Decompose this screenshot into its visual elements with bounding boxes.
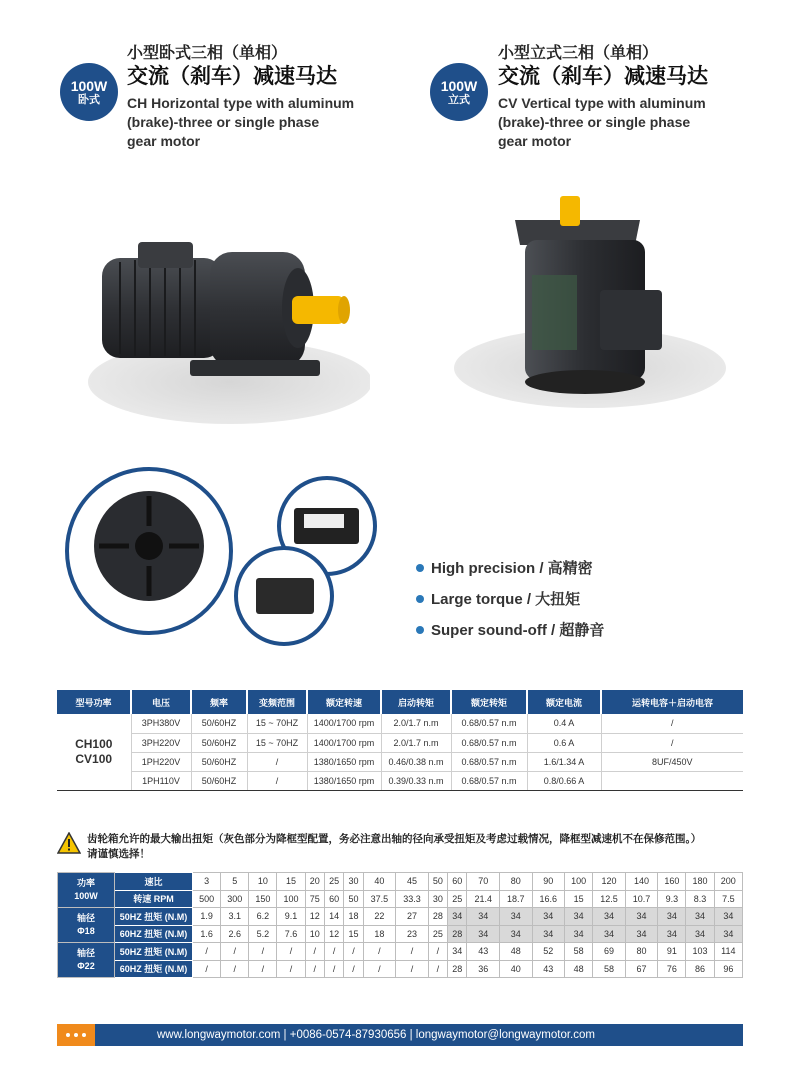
torque-cell: 28 bbox=[448, 925, 467, 943]
warning-text: 请谨慎选择！ bbox=[87, 848, 150, 860]
table-row bbox=[57, 714, 743, 733]
cell: 2.0/1.7 n.m bbox=[381, 733, 451, 752]
table-row bbox=[58, 943, 743, 961]
cell: 1380/1650 rpm bbox=[307, 752, 381, 771]
torque-cell: 58 bbox=[593, 960, 626, 978]
bullet-icon bbox=[416, 564, 424, 572]
torque-cell: / bbox=[305, 960, 324, 978]
left-title-en: CH Horizontal type with aluminum (brake)-three or single phase gear motor bbox=[127, 95, 355, 149]
cell: 0.68/0.57 n.m bbox=[451, 714, 527, 733]
torque-cell: 9.3 bbox=[658, 890, 686, 908]
right-title-cn-small: 小型立式三相（单相） bbox=[498, 45, 659, 62]
table-row bbox=[57, 752, 743, 771]
torque-cell: / bbox=[305, 943, 324, 961]
torque-cell: / bbox=[249, 960, 277, 978]
torque-cell: 96 bbox=[714, 960, 742, 978]
torque-cell: 22 bbox=[363, 908, 396, 926]
torque-cell: / bbox=[324, 943, 343, 961]
shaft-18-label: 轴径 Φ18 bbox=[58, 908, 115, 943]
torque-cell: 80 bbox=[625, 943, 658, 961]
torque-cell: 2.6 bbox=[221, 925, 249, 943]
torque-table bbox=[57, 872, 743, 978]
torque-cell: 34 bbox=[565, 908, 593, 926]
table-row bbox=[58, 890, 743, 908]
torque-cell: 1.6 bbox=[193, 925, 221, 943]
torque-cell: 34 bbox=[467, 908, 500, 926]
torque-cell: 76 bbox=[658, 960, 686, 978]
torque-cell: 7.5 bbox=[714, 890, 742, 908]
torque-cell: 100 bbox=[277, 890, 305, 908]
torque-cell: 50 bbox=[428, 873, 447, 891]
spec-header-frequency: 频率 bbox=[191, 690, 247, 714]
torque-cell: 28 bbox=[448, 960, 467, 978]
torque-cell: 34 bbox=[593, 925, 626, 943]
cell: / bbox=[601, 714, 743, 733]
torque-cell: 90 bbox=[532, 873, 565, 891]
torque-cell: 15 bbox=[344, 925, 363, 943]
cell: / bbox=[601, 733, 743, 752]
torque-cell: 58 bbox=[565, 943, 593, 961]
torque-cell: 7.6 bbox=[277, 925, 305, 943]
row-label: 50HZ 扭矩 (N.M) bbox=[115, 908, 193, 926]
spec-header-rated-torque: 额定转矩 bbox=[451, 690, 527, 714]
row-label: 转速 RPM bbox=[115, 890, 193, 908]
badge-type-text: 卧式 bbox=[78, 93, 100, 106]
torque-cell: 43 bbox=[467, 943, 500, 961]
torque-cell: 12.5 bbox=[593, 890, 626, 908]
table-row bbox=[58, 925, 743, 943]
warning-icon bbox=[57, 832, 81, 854]
left-title-block bbox=[127, 44, 354, 151]
cell: 1380/1650 rpm bbox=[307, 771, 381, 790]
torque-cell: 34 bbox=[448, 908, 467, 926]
torque-warning bbox=[57, 832, 747, 862]
feature-item bbox=[416, 614, 604, 645]
torque-cell: 3 bbox=[193, 873, 221, 891]
torque-cell: 34 bbox=[499, 925, 532, 943]
torque-cell: 34 bbox=[625, 925, 658, 943]
torque-cell: 80 bbox=[499, 873, 532, 891]
footer-bar bbox=[57, 1024, 743, 1046]
feature-item bbox=[416, 552, 604, 583]
torque-cell: 103 bbox=[686, 943, 714, 961]
row-label: 60HZ 扭矩 (N.M) bbox=[115, 925, 193, 943]
torque-cell: 6.2 bbox=[249, 908, 277, 926]
torque-cell: / bbox=[324, 960, 343, 978]
left-title-cn-small: 小型卧式三相（单相） bbox=[127, 45, 288, 62]
torque-cell: 500 bbox=[193, 890, 221, 908]
torque-cell: 40 bbox=[499, 960, 532, 978]
cell: 2.0/1.7 n.m bbox=[381, 714, 451, 733]
torque-cell: 60 bbox=[324, 890, 343, 908]
torque-cell: 21.4 bbox=[467, 890, 500, 908]
horizontal-gear-motor-image bbox=[80, 230, 370, 430]
feature-label: Super sound-off / 超静音 bbox=[431, 622, 605, 639]
cell: 3PH220V bbox=[131, 733, 191, 752]
torque-cell: 18 bbox=[363, 925, 396, 943]
cell: 0.8/0.66 A bbox=[527, 771, 601, 790]
cell: 50/60HZ bbox=[191, 714, 247, 733]
feature-label: High precision / 高精密 bbox=[431, 560, 593, 577]
row-label: 60HZ 扭矩 (N.M) bbox=[115, 960, 193, 978]
dots-icon bbox=[57, 1024, 95, 1046]
torque-cell: 150 bbox=[249, 890, 277, 908]
torque-cell: 100 bbox=[565, 873, 593, 891]
torque-cell: 34 bbox=[565, 925, 593, 943]
torque-cell: 23 bbox=[396, 925, 429, 943]
torque-cell: 43 bbox=[532, 960, 565, 978]
cell: 8UF/450V bbox=[601, 752, 743, 771]
torque-cell: 34 bbox=[448, 943, 467, 961]
torque-cell: 25 bbox=[448, 890, 467, 908]
torque-cell: / bbox=[221, 960, 249, 978]
torque-cell: / bbox=[193, 943, 221, 961]
torque-cell: 5 bbox=[221, 873, 249, 891]
cell: 15 ~ 70HZ bbox=[247, 733, 307, 752]
torque-cell: / bbox=[277, 960, 305, 978]
torque-cell: / bbox=[428, 943, 447, 961]
torque-cell: 50 bbox=[344, 890, 363, 908]
table-row bbox=[58, 873, 743, 891]
torque-cell: 200 bbox=[714, 873, 742, 891]
cell: 1400/1700 rpm bbox=[307, 714, 381, 733]
cell: 1PH220V bbox=[131, 752, 191, 771]
spec-header-starting-torque: 启动转矩 bbox=[381, 690, 451, 714]
cell bbox=[601, 771, 743, 790]
torque-cell: 10 bbox=[249, 873, 277, 891]
cell: 3PH380V bbox=[131, 714, 191, 733]
torque-cell: / bbox=[344, 960, 363, 978]
torque-cell: 34 bbox=[532, 925, 565, 943]
torque-cell: 34 bbox=[658, 925, 686, 943]
torque-cell: 15 bbox=[565, 890, 593, 908]
torque-cell: 34 bbox=[532, 908, 565, 926]
torque-cell: / bbox=[396, 960, 429, 978]
badge-type-text: 立式 bbox=[448, 93, 470, 106]
torque-cell: 3.1 bbox=[221, 908, 249, 926]
spec-header-model: 型号功率 bbox=[57, 690, 131, 714]
torque-cell: / bbox=[344, 943, 363, 961]
cell: 1PH110V bbox=[131, 771, 191, 790]
torque-cell: 30 bbox=[428, 890, 447, 908]
cell: 0.68/0.57 n.m bbox=[451, 752, 527, 771]
torque-cell: 27 bbox=[396, 908, 429, 926]
cell: / bbox=[247, 752, 307, 771]
torque-cell: 91 bbox=[658, 943, 686, 961]
torque-cell: 10.7 bbox=[625, 890, 658, 908]
torque-cell: 140 bbox=[625, 873, 658, 891]
torque-cell: 37.5 bbox=[363, 890, 396, 908]
torque-cell: 114 bbox=[714, 943, 742, 961]
torque-cell: 28 bbox=[428, 908, 447, 926]
torque-cell: 34 bbox=[714, 925, 742, 943]
power-label: 功率 100W bbox=[58, 873, 115, 908]
cell: 0.68/0.57 n.m bbox=[451, 771, 527, 790]
torque-cell: 180 bbox=[686, 873, 714, 891]
torque-cell: 20 bbox=[305, 873, 324, 891]
torque-cell: 12 bbox=[324, 925, 343, 943]
torque-cell: 10 bbox=[305, 925, 324, 943]
torque-cell: 70 bbox=[467, 873, 500, 891]
cell: 50/60HZ bbox=[191, 752, 247, 771]
torque-cell: 34 bbox=[625, 908, 658, 926]
model-name: CV100 bbox=[75, 751, 113, 766]
torque-cell: / bbox=[363, 960, 396, 978]
torque-cell: / bbox=[363, 943, 396, 961]
cell: / bbox=[247, 771, 307, 790]
feature-item bbox=[416, 583, 604, 614]
right-title-cn-main: 交流（刹车）减速马达 bbox=[498, 65, 708, 88]
model-name: CH100 bbox=[75, 736, 113, 751]
spec-table bbox=[57, 690, 743, 791]
warning-text: 齿轮箱允许的最大输出扭矩（灰色部分为降框型配置，务必注意出轴的径向承受扭矩及考虑过载情况，降框型减速机不在保修范围。） bbox=[87, 833, 702, 845]
cell: 0.6 A bbox=[527, 733, 601, 752]
cell: 0.46/0.38 n.m bbox=[381, 752, 451, 771]
torque-cell: / bbox=[193, 960, 221, 978]
torque-cell: 69 bbox=[593, 943, 626, 961]
cell: 0.68/0.57 n.m bbox=[451, 733, 527, 752]
torque-cell: 8.3 bbox=[686, 890, 714, 908]
torque-cell: 34 bbox=[686, 925, 714, 943]
bullet-icon bbox=[416, 595, 424, 603]
model-cell bbox=[57, 714, 131, 790]
torque-cell: 34 bbox=[658, 908, 686, 926]
brake-accessory-image bbox=[64, 466, 394, 656]
torque-cell: 40 bbox=[363, 873, 396, 891]
torque-cell: 34 bbox=[467, 925, 500, 943]
right-title-en: CV Vertical type with aluminum (brake)-three or single phase gear motor bbox=[498, 95, 706, 149]
torque-cell: 34 bbox=[686, 908, 714, 926]
torque-cell: 160 bbox=[658, 873, 686, 891]
torque-cell: 48 bbox=[565, 960, 593, 978]
spec-header-capacitor: 运转电容＋启动电容 bbox=[601, 690, 743, 714]
torque-cell: 25 bbox=[324, 873, 343, 891]
left-title-cn-main: 交流（刹车）减速马达 bbox=[127, 65, 337, 88]
torque-cell: 18 bbox=[344, 908, 363, 926]
torque-cell: 30 bbox=[344, 873, 363, 891]
cell: 0.4 A bbox=[527, 714, 601, 733]
torque-cell: 52 bbox=[532, 943, 565, 961]
bullet-icon bbox=[416, 626, 424, 634]
table-row bbox=[58, 908, 743, 926]
badge-power-text: 100W bbox=[70, 77, 108, 94]
cell: 50/60HZ bbox=[191, 771, 247, 790]
table-row bbox=[57, 733, 743, 752]
row-label: 50HZ 扭矩 (N.M) bbox=[115, 943, 193, 961]
table-row bbox=[57, 771, 743, 790]
torque-cell: 48 bbox=[499, 943, 532, 961]
torque-cell: / bbox=[428, 960, 447, 978]
torque-cell: 75 bbox=[305, 890, 324, 908]
torque-cell: / bbox=[249, 943, 277, 961]
torque-cell: 1.9 bbox=[193, 908, 221, 926]
torque-cell: / bbox=[221, 943, 249, 961]
torque-cell: 120 bbox=[593, 873, 626, 891]
feature-label: Large torque / 大扭矩 bbox=[431, 591, 581, 608]
spec-header-rated-current: 额定电流 bbox=[527, 690, 601, 714]
torque-cell: 5.2 bbox=[249, 925, 277, 943]
spec-header-rated-speed: 额定转速 bbox=[307, 690, 381, 714]
power-badge-left bbox=[60, 63, 118, 121]
right-title-block bbox=[498, 44, 708, 151]
torque-cell: 34 bbox=[593, 908, 626, 926]
power-badge-right bbox=[430, 63, 488, 121]
torque-cell: / bbox=[396, 943, 429, 961]
torque-cell: 67 bbox=[625, 960, 658, 978]
torque-cell: / bbox=[277, 943, 305, 961]
torque-cell: 18.7 bbox=[499, 890, 532, 908]
spec-header-inverter-range: 变频范围 bbox=[247, 690, 307, 714]
torque-cell: 45 bbox=[396, 873, 429, 891]
feature-list bbox=[416, 552, 604, 645]
torque-cell: 300 bbox=[221, 890, 249, 908]
torque-cell: 33.3 bbox=[396, 890, 429, 908]
cell: 1400/1700 rpm bbox=[307, 733, 381, 752]
torque-cell: 14 bbox=[324, 908, 343, 926]
row-label: 速比 bbox=[115, 873, 193, 891]
table-row bbox=[58, 960, 743, 978]
badge-power-text: 100W bbox=[440, 77, 478, 94]
torque-cell: 34 bbox=[499, 908, 532, 926]
torque-cell: 25 bbox=[428, 925, 447, 943]
vertical-gear-motor-image bbox=[450, 190, 730, 420]
spec-header-voltage: 电压 bbox=[131, 690, 191, 714]
torque-cell: 16.6 bbox=[532, 890, 565, 908]
shaft-22-label: 轴径 Φ22 bbox=[58, 943, 115, 978]
torque-cell: 15 bbox=[277, 873, 305, 891]
torque-cell: 9.1 bbox=[277, 908, 305, 926]
cell: 0.39/0.33 n.m bbox=[381, 771, 451, 790]
torque-cell: 60 bbox=[448, 873, 467, 891]
torque-cell: 36 bbox=[467, 960, 500, 978]
spec-header-row bbox=[57, 690, 743, 714]
cell: 1.6/1.34 A bbox=[527, 752, 601, 771]
torque-cell: 12 bbox=[305, 908, 324, 926]
cell: 15 ~ 70HZ bbox=[247, 714, 307, 733]
cell: 50/60HZ bbox=[191, 733, 247, 752]
footer-contact: www.longwaymotor.com | +0086-0574-87930656 | longwaymotor@longwaymotor.com bbox=[157, 1029, 595, 1041]
torque-cell: 34 bbox=[714, 908, 742, 926]
torque-cell: 86 bbox=[686, 960, 714, 978]
